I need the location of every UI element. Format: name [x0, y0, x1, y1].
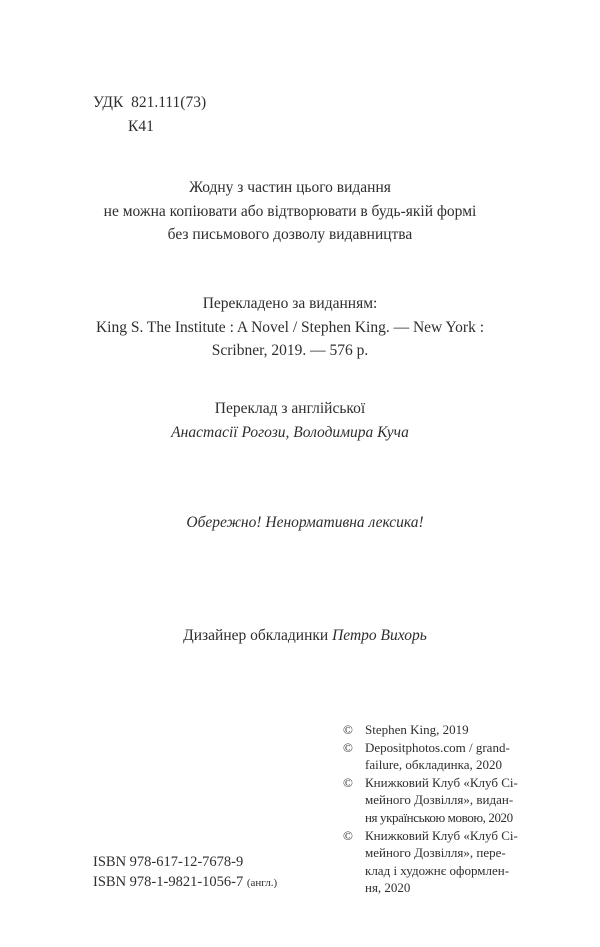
source-line: Scribner, 2019. — 576 p.: [211, 342, 369, 359]
source-line: Перекладено за виданням:: [202, 295, 378, 312]
rights-line: без письмового дозволу видавництва: [167, 226, 413, 243]
copyright-block: [343, 721, 528, 897]
copyright-line: ня, 2020: [365, 880, 411, 896]
isbn-ukrainian: [93, 852, 277, 872]
copyright-line: failure, обкладинка, 2020: [365, 757, 503, 773]
udk-code: УДК 821.111(73): [93, 94, 207, 111]
copyright-icon: ©: [343, 739, 353, 755]
copyright-entry: [343, 827, 528, 897]
copyright-icon: ©: [343, 774, 353, 790]
isbn-english: [93, 872, 277, 893]
copyright-line: Depositphotos.com / grand-: [365, 739, 510, 755]
translation-label: Переклад з англійської: [214, 400, 366, 417]
isbn-block: [93, 852, 277, 893]
rights-notice: [103, 176, 477, 247]
source-edition: [95, 292, 485, 363]
copyright-icon: ©: [343, 722, 353, 737]
designer-name: Петро Вихорь: [332, 627, 427, 644]
translators: Анастасії Рогози, Володимира Куча: [171, 423, 409, 441]
rights-line: Жодну з частин цього видання: [189, 179, 391, 196]
copyright-entry: [343, 739, 528, 774]
copyright-line: ня українською мовою, 2020: [365, 809, 513, 825]
language-warning: Обережно! Ненормативна лексика!: [186, 514, 424, 531]
copyright-line: клад і художнє оформлен-: [365, 862, 510, 878]
copyright-entry: [343, 721, 528, 739]
rights-line: не можна копіювати або відтворювати в будь-якій формі: [103, 202, 477, 220]
designer-label: Дизайнер обкладинки: [183, 627, 333, 644]
copyright-line: Книжковий Клуб «Клуб Сі-: [365, 774, 518, 790]
udk-classification: [93, 91, 206, 138]
copyright-icon: ©: [343, 827, 353, 843]
copyright-line: мейного Дозвілля», пере-: [365, 845, 506, 861]
copyright-entry: [343, 774, 528, 827]
isbn-number: ISBN 978-1-9821-1056-7: [93, 874, 247, 890]
copyright-line: Книжковий Клуб «Клуб Сі-: [365, 827, 518, 843]
author-mark: К41: [128, 117, 154, 135]
isbn-note: (англ.): [246, 877, 278, 889]
source-line: King S. The Institute : A Novel / Stephen King. — New York :: [95, 318, 485, 336]
isbn-number: ISBN 978-617-12-7678-9: [93, 854, 244, 870]
copyright-line: мейного Дозвілля», видан-: [365, 792, 514, 808]
copyright-line: Stephen King, 2019: [365, 722, 469, 737]
cover-designer: [120, 624, 490, 648]
translation-credit: [110, 397, 470, 444]
